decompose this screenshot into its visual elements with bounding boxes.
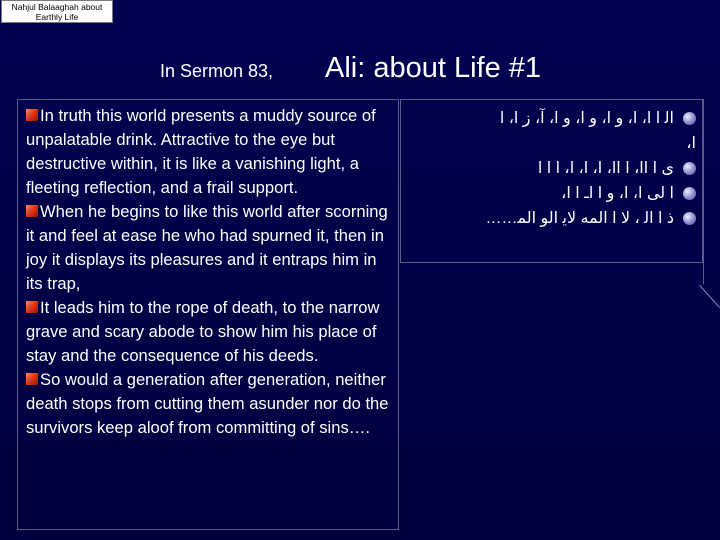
decorative-diagonal-line	[699, 285, 720, 308]
square-bullet-icon	[26, 205, 38, 217]
paragraph-3-text: It leads him to the rope of death, to the narrow grave and scary abode to show him his place of stay and the consequence of his deeds.	[26, 298, 380, 365]
arabic-line-4	[407, 181, 696, 206]
paragraph-1-text: In truth this world presents a muddy source of unpalatable drink. Attractive to the eye but destructive within, it is like a vanishing light, a fleeting reflection, and a frail support.	[26, 106, 376, 197]
paragraph-4	[26, 368, 390, 440]
paragraph-4-text: So would a generation after generation, neither death stops from cutting them asunder nor do the survivors keep aloof from committing of sins….	[26, 370, 389, 437]
paragraph-2-text: When he begins to like this world after scorning it and feel at ease he who had spurned it, then in joy it displays its pleasures and it entraps him in its trap,	[26, 202, 388, 293]
paragraph-3	[26, 296, 390, 368]
arabic-line-5	[407, 206, 696, 231]
round-bullet-icon	[683, 112, 696, 125]
round-bullet-icon	[683, 212, 696, 225]
topic-tag-line1: Nahjul Balaaghah about	[11, 2, 103, 12]
topic-tag	[1, 0, 113, 23]
arabic-line-4-text: ﺍ ﻟﻰ ﺍ، ﺍ، ﻭ ﺍ ﺍـ ﺍ ﺍ،	[561, 185, 674, 202]
round-bullet-icon	[683, 187, 696, 200]
arabic-line-1-text: ﺍﻟ ﺍ ﺍ، ﺍ، ﻭ ﺍ، ﻭ ﺍ، ﻭ ﺍ، ﺁ، ﺯ ﺍ، ﺍ	[499, 110, 674, 127]
topic-tag-line2: Earthly Life	[35, 12, 79, 22]
round-bullet-icon	[683, 162, 696, 175]
title-prefix: In Sermon 83,	[160, 61, 274, 81]
square-bullet-icon	[26, 373, 38, 385]
square-bullet-icon	[26, 301, 38, 313]
arabic-line-5-text: ﺫ ﺍ ﺍﻟ ، ﻻ ﺍ ﺍﻟﻤﻪ ﻻﻳ ﺍﻟﻮ ﺍﻟﻤ……	[485, 210, 674, 227]
english-text-box	[17, 99, 399, 530]
arabic-text-box	[400, 99, 703, 263]
arabic-line-2	[407, 131, 696, 156]
square-bullet-icon	[26, 109, 38, 121]
arabic-line-3	[407, 156, 696, 181]
paragraph-1	[26, 104, 390, 200]
slide-title: Ali: about Life #1	[325, 52, 542, 84]
decorative-divider	[703, 99, 704, 284]
arabic-line-1	[407, 106, 696, 131]
arabic-line-3-text: ﻯ ﺍ ﺍﺍ، ﺍ ﺍﺍ، ﺍ، ﺍ، ﺍ، ﺍ ﺍ ﺍ	[537, 160, 674, 177]
arabic-line-2-text: ﺍ،	[686, 135, 696, 152]
paragraph-2	[26, 200, 390, 296]
